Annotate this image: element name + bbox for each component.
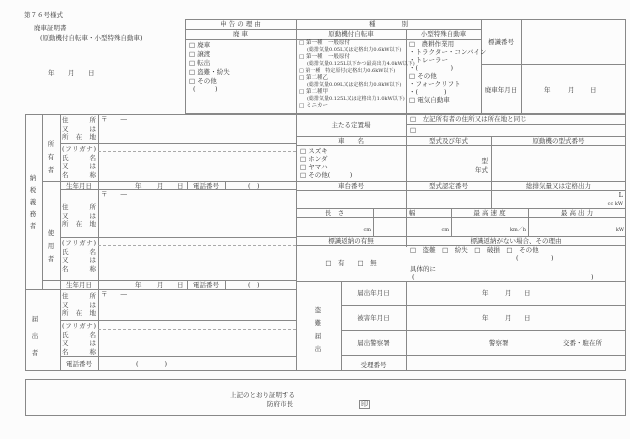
special-agri[interactable]: □ 農耕作業用 (409, 40, 455, 48)
receipt-label: 受理番号 (360, 361, 387, 369)
approval-header: 型式認定番号 (429, 182, 468, 190)
user-phone-field[interactable]: ( ) (248, 281, 260, 289)
owner-postal[interactable]: 〒 ― (101, 115, 127, 123)
owner-name-label: (フリガナ) 氏 名 又 は 名 称 (62, 145, 96, 179)
user-label: 使 用 者 (47, 229, 55, 263)
form-number: 第７６号様式 (24, 11, 63, 19)
reason-other-paren: ( ) (193, 85, 218, 93)
reason-subheader: 廃 車 (232, 30, 249, 38)
moped-option-3[interactable]: □ 第一種 特定原付(定格出力0.6kW以下) (299, 68, 396, 74)
filer-phone-field[interactable]: ( ) (136, 360, 168, 368)
theft-report-label: 盗 難 届 出 (314, 306, 322, 353)
plate-number-field[interactable] (522, 20, 625, 63)
reason-option-other[interactable]: □ その他 (189, 77, 217, 85)
issue-date-year: 年 (48, 69, 55, 77)
displacement-unit-l: L (618, 191, 623, 199)
special-trailer: ・トレーラー (409, 56, 448, 64)
speed-header: 最 高 速 度 (473, 209, 506, 217)
type-header: 種 別 (369, 20, 408, 28)
storage-same-checkbox[interactable]: □ 左記所有者の住所又は所在地と同じ (410, 115, 527, 123)
moped-option-2[interactable]: □ 第一種 一般原付 (299, 54, 350, 60)
model-header: 型式及び年式 (429, 137, 468, 145)
moped-option-1-note: (総排気量0.05L又は定格出力0.6kW以下) (307, 47, 402, 53)
filer-phone-label: 電話番号 (66, 360, 92, 368)
reason-option-theft[interactable]: □ 盗難・紛失 (189, 68, 230, 76)
model-suffix: 型 (481, 157, 488, 165)
plate-return-header: 標識返納の有無 (328, 237, 374, 245)
report-date-label: 届出年月日 (357, 289, 390, 297)
displacement-header: 総排気量又は定格出力 (526, 182, 591, 190)
scrap-date-label: 廃車年月日 (484, 86, 518, 94)
reason-header: 申 告 の 理 由 (220, 20, 261, 28)
chassis-number-field[interactable] (297, 191, 405, 208)
power-header: 最 高 出 力 (560, 209, 594, 217)
maker-yamaha[interactable]: □ ヤマハ (300, 163, 328, 171)
reason-option-scrap[interactable]: □ 廃車 (189, 41, 211, 49)
filer-name-field[interactable] (100, 330, 295, 355)
no-return-other-paren: ( ) (516, 254, 554, 262)
storage-other-checkbox[interactable]: □ (410, 126, 417, 134)
report-date-year[interactable]: 年 (482, 289, 489, 297)
length-header: 長 さ (324, 209, 345, 217)
filer-name-label: (フリガナ) 氏 名 又 は 名 称 (62, 322, 96, 356)
approval-number-field[interactable] (407, 191, 490, 208)
owner-phone-label: 電話番号 (193, 182, 219, 190)
speed-unit: km／h (510, 227, 526, 233)
owner-birth-year[interactable]: 年 (135, 182, 142, 190)
width-header: 幅 (408, 209, 416, 217)
reason-option-transfer[interactable]: □ 譲渡 (189, 50, 211, 58)
receipt-number-field[interactable] (407, 356, 625, 370)
power-unit: kW (615, 227, 624, 233)
user-address-label: 住 所 又 は 所 在 地 (62, 203, 96, 228)
report-date-month[interactable]: 月 (505, 289, 512, 297)
owner-birth-month[interactable]: 月 (157, 182, 164, 190)
displacement-unit-cc: cc kW (607, 201, 623, 207)
specific-paren-open: ( (412, 273, 415, 281)
scrap-date-month[interactable]: 月 (568, 86, 575, 94)
owner-phone-field[interactable]: ( ) (248, 182, 260, 190)
police-label: 届出警察署 (357, 339, 390, 347)
owner-label: 所 有 者 (47, 140, 55, 174)
moped-option-1[interactable]: □ 第一種 一般原付 (299, 40, 350, 46)
special-agri-other: ・( ) (409, 64, 454, 72)
specific-reason-field[interactable] (418, 273, 588, 281)
moped-option-minicar[interactable]: □ ミニカー (299, 103, 328, 109)
owner-birth-day[interactable]: 日 (177, 182, 184, 190)
user-birth-year[interactable]: 年 (135, 281, 142, 289)
special-other[interactable]: □ その他 (409, 72, 437, 80)
maker-suzuki[interactable]: □ スズキ (300, 147, 328, 155)
owner-birth-label: 生年月日 (66, 182, 92, 190)
special-header: 小型特殊自動車 (420, 30, 467, 38)
specific-paren-close: ) (591, 273, 594, 281)
certification-text: 上記のとおり証明する (230, 391, 295, 399)
user-name-field[interactable] (100, 246, 295, 279)
maker-other[interactable]: □ その他( ) (300, 171, 353, 179)
form-subtitle: (原動機付自転車・小型特殊自動車) (40, 34, 143, 42)
filer-label: 届 出 者 (31, 315, 39, 357)
user-birth-label: 生年月日 (66, 281, 92, 289)
damage-date-label: 被害年月日 (357, 314, 390, 322)
vehicle-name-header: 車 名 (338, 137, 364, 145)
certification-box (25, 379, 626, 416)
issue-date-month: 月 (68, 69, 75, 77)
filer-postal[interactable]: 〒 ― (101, 290, 127, 298)
moped-option-5-note: (総排気量0.125L又は定格出力1.0kW以下) (307, 96, 405, 102)
engine-header: 原動機の型式番号 (532, 137, 585, 145)
owner-address-label: 住 所 又 は 所 在 地 (62, 116, 96, 141)
chassis-header: 車台番号 (338, 182, 364, 190)
moped-option-4[interactable]: □ 第二種乙 (299, 75, 328, 81)
specific-label: 具体的に (410, 265, 436, 273)
report-date-day[interactable]: 日 (524, 289, 531, 297)
special-forklift: ・フォークリフト (409, 80, 461, 88)
maker-honda[interactable]: □ ホンダ (300, 155, 328, 163)
moped-header: 原動機付自転車 (328, 30, 374, 38)
damage-date-month[interactable]: 月 (505, 314, 512, 322)
no-return-header: 標識返納がない場合、その理由 (470, 237, 562, 245)
special-other-paren: ・( ) (409, 88, 447, 96)
moped-option-5[interactable]: □ 第二種甲 (299, 89, 328, 95)
taxpayer-label: 納 税 義 務 者 (29, 174, 37, 230)
damage-date-day[interactable]: 日 (524, 314, 531, 322)
issue-date-day: 日 (88, 69, 95, 77)
form-title: 廃車証明書 (34, 24, 67, 32)
length-unit: cm (363, 227, 371, 233)
seal-stamp: 印 (361, 400, 368, 408)
user-postal[interactable]: 〒 ― (101, 190, 127, 198)
user-birth-day[interactable]: 日 (177, 281, 184, 289)
moped-option-2-note: (総排気量0.125L以下かつ最高出力4.0kW以下) (307, 61, 415, 67)
user-birth-month[interactable]: 月 (157, 281, 164, 289)
storage-label: 主たる定置場 (331, 121, 371, 129)
mayor-label: 防府市長 (267, 400, 293, 408)
engine-number-field[interactable] (492, 146, 625, 180)
plate-return-options[interactable]: □ 有 □ 無 (325, 259, 377, 267)
user-name-label: (フリガナ) 氏 名 又 は 名 称 (62, 239, 96, 273)
scrap-date-year[interactable]: 年 (544, 86, 551, 94)
moped-option-4-note: (総排気量0.09L又は定格出力0.8kW以下) (307, 82, 402, 88)
owner-name-field[interactable] (100, 152, 295, 180)
reason-option-moveout[interactable]: □ 転出 (189, 59, 211, 67)
no-return-reasons[interactable]: □ 盗難 □ 紛失 □ 破損 □ その他 (410, 246, 539, 254)
police-station-suffix: 警察署 (489, 339, 509, 347)
filer-address-label: 住 所 又 は 所 在 地 (62, 292, 96, 317)
year-suffix: 年式 (475, 166, 488, 174)
damage-date-year[interactable]: 年 (482, 314, 489, 322)
special-electric[interactable]: □ 電気自動車 (409, 96, 450, 104)
scrap-date-day[interactable]: 日 (590, 86, 597, 94)
width-unit: cm (441, 227, 449, 233)
koban-suffix: 交番・駐在所 (563, 339, 602, 347)
plate-number-label: 標識番号 (488, 38, 514, 46)
special-tractor: ・トラクター・コンバイン (409, 48, 487, 56)
user-phone-label: 電話番号 (193, 281, 219, 289)
